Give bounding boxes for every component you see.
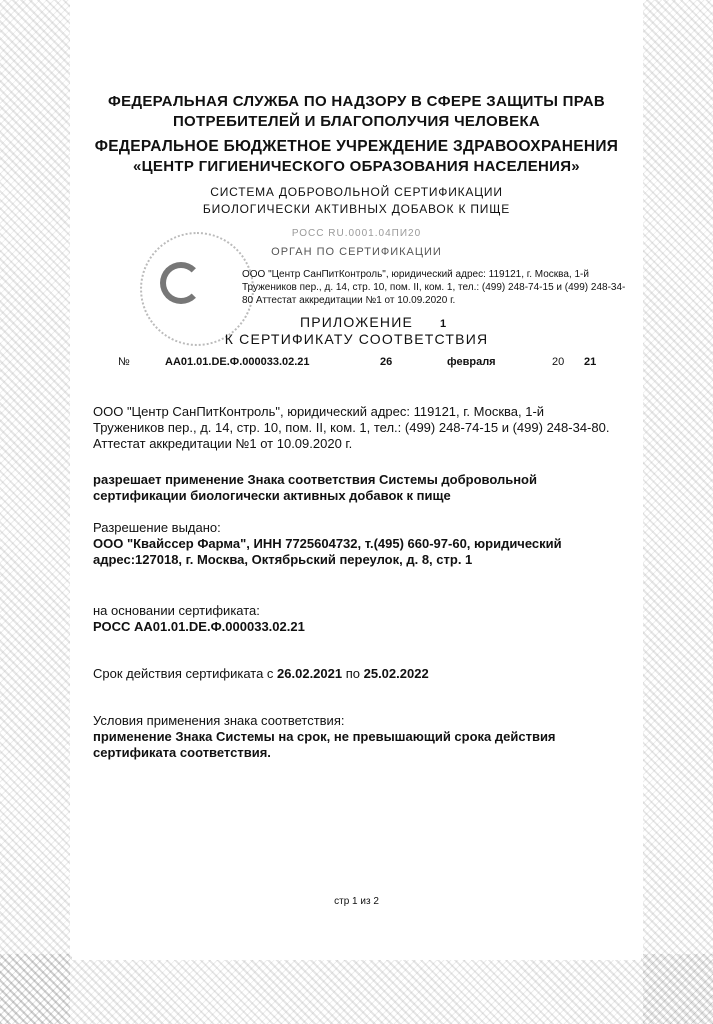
issuer-details: ООО "Центр СанПитКонтроль", юридический адрес: 119121, г. Москва, 1-й Тружеников пер., д. 14, стр. 10, пом. II, ком. 1, тел.: (499) 248-74-15 и (499) 248-34-80. Аттестат аккредитации №1 от 10.09.2020 г. (93, 404, 610, 451)
validity-mid: по (342, 666, 364, 681)
header-line-2: ПОТРЕБИТЕЛЕЙ И БЛАГОПОЛУЧИЯ ЧЕЛОВЕКА (172, 113, 541, 130)
cert-number: AA01.01.DE.Ф.000033.02.21 (165, 356, 310, 368)
issued-to-section (93, 520, 613, 568)
appendix-number: 1 (440, 318, 447, 330)
certification-organ-details: ООО "Центр СанПитКонтроль", юридический адрес: 119121, г. Москва, 1-й Тружеников пер., д. 14, стр. 10, пом. II, ком. 1, тел.: (499) 248-74-15 и (499) 248-34-80 Аттестат аккредитации №1 от 10.09.2020 г. (242, 269, 626, 306)
cert-year-prefix: 20 (552, 356, 565, 368)
valid-to-date: 25.02.2022 (363, 666, 429, 681)
decorative-border-bottom (0, 954, 713, 1024)
system-name-line-2: БИОЛОГИЧЕСКИ АКТИВНЫХ ДОБАВОК К ПИЩЕ (202, 202, 511, 216)
issued-to-label: Разрешение выдано: (93, 520, 221, 535)
header-line-3: ФЕДЕРАЛЬНОЕ БЮДЖЕТНОЕ УЧРЕЖДЕНИЕ ЗДРАВООХРАНЕНИЯ (94, 138, 619, 155)
valid-from-date: 26.02.2021 (277, 666, 343, 681)
organ-label: ОРГАН ПО СЕРТИФИКАЦИИ (271, 246, 442, 258)
conditions-label: Условия применения знака соответствия: (93, 713, 345, 728)
system-name-line-1: СИСТЕМА ДОБРОВОЛЬНОЙ СЕРТИФИКАЦИИ (210, 185, 503, 199)
issued-to-company: ООО "Квайссер Фарма", ИНН 7725604732, т.(495) 660-97-60, юридический адрес:127018, г. Москва, Октябрьский переулок, д. 8, стр. 1 (93, 536, 562, 567)
cert-year-suffix: 21 (584, 356, 597, 368)
header-line-1: ФЕДЕРАЛЬНАЯ СЛУЖБА ПО НАДЗОРУ В СФЕРЕ ЗАЩИТЫ ПРАВ (107, 93, 606, 110)
appendix-title: ПРИЛОЖЕНИЕ (299, 314, 413, 330)
cert-month: февраля (447, 356, 496, 368)
validity-prefix: Срок действия сертификата с (93, 666, 278, 681)
permission-statement: разрешает применение Знака соответствия Системы добровольной сертификации биологически активных добавок к пище (93, 472, 537, 503)
system-reg-number: РОСС RU.0001.04ПИ20 (291, 228, 422, 239)
validity-period (93, 666, 613, 682)
basis-section (93, 603, 613, 635)
cert-day: 26 (380, 356, 393, 368)
basis-certificate: РОСС AA01.01.DE.Ф.000033.02.21 (93, 619, 305, 634)
conditions-text: применение Знака Системы на срок, не превышающий срока действия сертификата соответствия. (93, 729, 556, 760)
cert-number-label: № (118, 356, 130, 368)
page-number: стр 1 из 2 (334, 896, 379, 907)
appendix-subtitle: К СЕРТИФИКАТУ СООТВЕТСТВИЯ (224, 331, 489, 347)
header-line-4: «ЦЕНТР ГИГИЕНИЧЕСКОГО ОБРАЗОВАНИЯ НАСЕЛЕНИЯ» (133, 158, 580, 175)
conditions-section (93, 713, 613, 761)
basis-label: на основании сертификата: (93, 603, 260, 618)
